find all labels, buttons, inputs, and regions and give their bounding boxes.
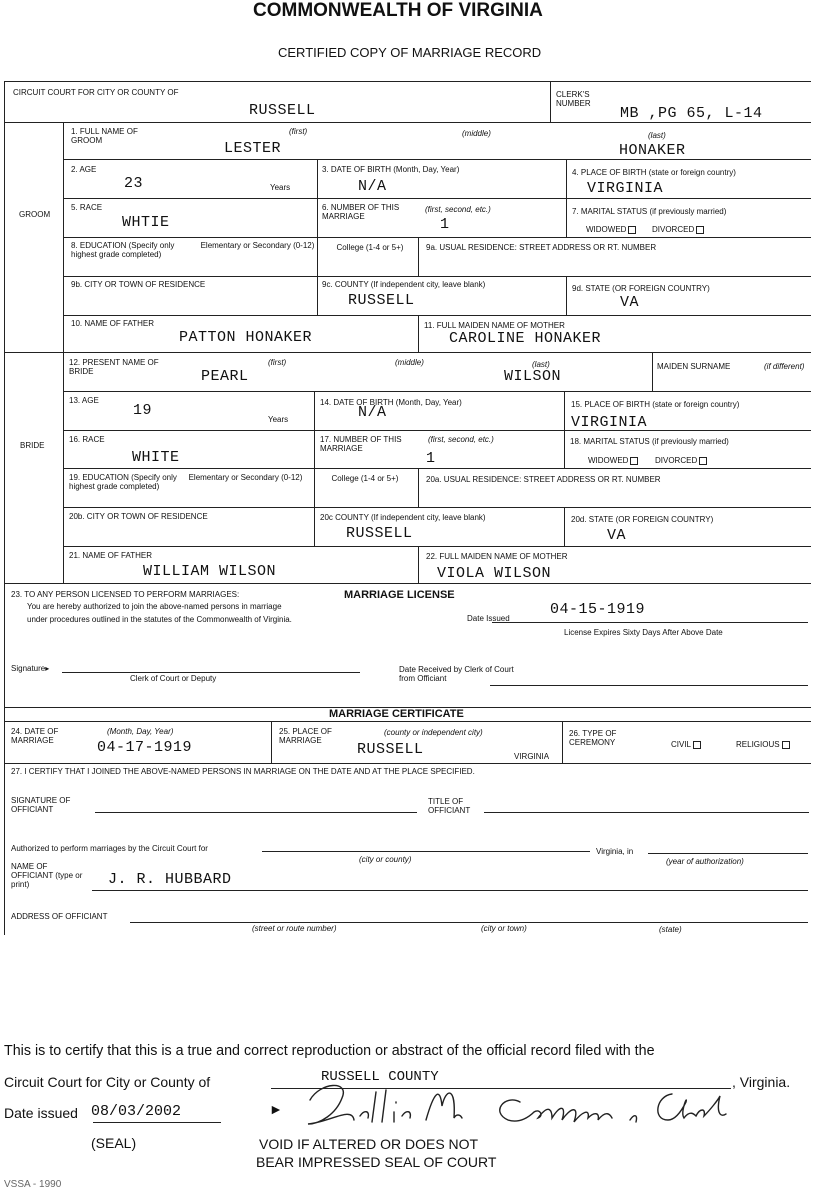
officiant-name: J. R. HUBBARD — [108, 871, 232, 888]
bride-name-label: 12. PRESENT NAME OF BRIDE — [69, 358, 159, 376]
license-signature-label: Signature▸ — [11, 664, 50, 673]
groom-county: RUSSELL — [348, 292, 415, 309]
bride-education-label: 19. EDUCATION (Specify only highest grade completed) — [69, 473, 177, 491]
groom-race: WHTIE — [122, 214, 170, 231]
bride-widowed-label: WIDOWED — [588, 456, 629, 465]
groom-education-label: 8. EDUCATION (Specify only highest grade completed) — [71, 241, 175, 259]
bride-years-label: Years — [268, 415, 289, 424]
groom-city-label: 9b. CITY OR TOWN OF RESIDENCE — [71, 280, 206, 289]
marriage-date-hint: (Month, Day, Year) — [107, 727, 174, 736]
city-county-hint: (city or county) — [359, 855, 412, 864]
groom-father: PATTON HONAKER — [179, 329, 313, 346]
bride-divorced-option[interactable] — [655, 456, 707, 465]
license-body-line-2: under procedures outlined in the statutes of the Commonwealth of Virginia. — [27, 615, 292, 624]
virginia-in-label: Virginia, in — [596, 847, 634, 856]
bride-age: 19 — [133, 402, 153, 419]
groom-marriage-number-label: 6. NUMBER OF THIS MARRIAGE — [322, 203, 400, 221]
arrow-right-icon: ► — [269, 1101, 283, 1117]
groom-marital-status-label: 7. MARITAL STATUS (if previously married) — [572, 207, 727, 216]
groom-divorced-label: DIVORCED — [652, 225, 695, 234]
bride-mother: VIOLA WILSON — [437, 565, 552, 582]
groom-race-label: 5. RACE — [71, 203, 103, 212]
certificate-heading: MARRIAGE CERTIFICATE — [329, 708, 464, 720]
license-date-issued: 04-15-1919 — [550, 601, 646, 618]
groom-last-name: HONAKER — [619, 142, 686, 159]
groom-years-label: Years — [270, 183, 291, 192]
arrow-right-icon: ▸ — [45, 664, 50, 673]
bride-divorced-label: DIVORCED — [655, 456, 698, 465]
bride-marriage-number: 1 — [426, 450, 436, 467]
groom-marriage-number: 1 — [440, 216, 450, 233]
license-date-label: Date Issued — [467, 614, 510, 623]
certification-footer-line: This is to certify that this is a true and correct reproduction or abstract of the official record filed with the — [4, 1043, 655, 1059]
bride-marriage-number-label: 17. NUMBER OF THIS MARRIAGE — [320, 435, 402, 453]
groom-residence-label: 9a. USUAL RESIDENCE: STREET ADDRESS OR RT. NUMBER — [426, 243, 657, 252]
groom-widowed-checkbox[interactable] — [628, 226, 636, 234]
officiant-signature-label: SIGNATURE OF OFFICIANT — [11, 796, 71, 814]
bride-last-name: WILSON — [504, 368, 562, 385]
clerk-number-label: CLERK'S NUMBER — [556, 90, 591, 108]
ceremony-religious-label: RELIGIOUS — [736, 740, 780, 749]
groom-section-label: GROOM — [19, 210, 51, 219]
bride-father-label: 21. NAME OF FATHER — [69, 551, 152, 560]
bride-birthplace: VIRGINIA — [571, 414, 648, 431]
groom-county-label: 9c. COUNTY (If independent city, leave blank) — [322, 280, 486, 289]
groom-widowed-label: WIDOWED — [586, 225, 627, 234]
groom-first-name: LESTER — [224, 140, 282, 157]
court-label: CIRCUIT COURT FOR CITY OR COUNTY OF — [13, 88, 179, 97]
form-id: VSSA - 1990 — [4, 1179, 62, 1190]
footer-county: RUSSELL COUNTY — [321, 1069, 439, 1085]
ceremony-religious-checkbox[interactable] — [782, 741, 790, 749]
bride-maiden-hint: (if different) — [764, 362, 805, 371]
groom-widowed-option[interactable] — [586, 225, 636, 234]
groom-mother-label: 11. FULL MAIDEN NAME OF MOTHER — [424, 321, 565, 330]
footer-county-prefix: Circuit Court for City or County of — [4, 1074, 211, 1090]
bride-dob-label: 14. DATE OF BIRTH (Month, Day, Year) — [320, 398, 462, 407]
marriage-date: 04-17-1919 — [97, 739, 193, 756]
groom-first-hint: (first) — [289, 127, 308, 136]
groom-dob-label: 3. DATE OF BIRTH (Month, Day, Year) — [322, 165, 460, 174]
marriage-place: RUSSELL — [357, 741, 424, 758]
license-expiry-note: License Expires Sixty Days After Above Date — [564, 628, 723, 637]
footer-date-label: Date issued — [4, 1105, 78, 1121]
bride-county: RUSSELL — [346, 525, 413, 542]
groom-father-label: 10. NAME OF FATHER — [71, 319, 154, 328]
groom-elementary-label: Elementary or Secondary (0-12) — [200, 241, 315, 250]
bride-race: WHITE — [132, 449, 180, 466]
void-notice-line-1: VOID IF ALTERED OR DOES NOT — [259, 1136, 479, 1152]
street-hint: (street or route number) — [252, 924, 337, 933]
clerk-signature — [290, 1072, 750, 1142]
bride-state-label: 20d. STATE (OR FOREIGN COUNTRY) — [571, 515, 714, 524]
marriage-place-state: VIRGINIA — [514, 752, 550, 761]
bride-father: WILLIAM WILSON — [143, 563, 277, 580]
footer-date-issued: 08/03/2002 — [91, 1103, 182, 1120]
bride-age-label: 13. AGE — [69, 396, 99, 405]
seal-label: (SEAL) — [91, 1135, 137, 1151]
bride-marital-status-label: 18. MARITAL STATUS (if previously married) — [570, 437, 729, 446]
marriage-date-label: 24. DATE OF MARRIAGE — [11, 727, 59, 745]
bride-county-label: 20c COUNTY (If independent city, leave blank) — [320, 513, 486, 522]
bride-residence-label: 20a. USUAL RESIDENCE: STREET ADDRESS OR RT. NUMBER — [426, 475, 661, 484]
bride-elementary-label: Elementary or Secondary (0-12) — [188, 473, 303, 482]
certification-statement: 27. I CERTIFY THAT I JOINED THE ABOVE-NAMED PERSONS IN MARRIAGE ON THE DATE AND AT THE PLACE SPECIFIED. — [11, 767, 475, 776]
bride-widowed-checkbox[interactable] — [630, 457, 638, 465]
year-authorization-hint: (year of authorization) — [666, 857, 744, 866]
license-body-line-1: You are hereby authorized to join the above-named persons in marriage — [27, 602, 282, 611]
void-notice-line-2: BEAR IMPRESSED SEAL OF COURT — [256, 1154, 497, 1170]
bride-divorced-checkbox[interactable] — [699, 457, 707, 465]
groom-birthplace: VIRGINIA — [587, 180, 664, 197]
court-value: RUSSELL — [249, 102, 316, 119]
ceremony-civil-label: CIVIL — [671, 740, 692, 749]
ceremony-religious-option[interactable] — [736, 740, 790, 749]
license-received-label: Date Received by Clerk of Court from Officiant — [399, 665, 514, 683]
groom-age-label: 2. AGE — [71, 165, 97, 174]
groom-last-hint: (last) — [648, 131, 666, 140]
document-title: COMMONWEALTH OF VIRGINIA — [253, 0, 543, 21]
bride-section-label: BRIDE — [20, 441, 45, 450]
officiant-title-label: TITLE OF OFFICIANT — [428, 797, 471, 815]
groom-name-label: 1. FULL NAME OF GROOM — [71, 127, 138, 145]
license-instruction-label: 23. TO ANY PERSON LICENSED TO PERFORM MARRIAGES: — [11, 590, 240, 599]
groom-dob: N/A — [358, 178, 387, 195]
officiant-address-label: ADDRESS OF OFFICIANT — [11, 912, 108, 921]
bride-college-label: College (1-4 or 5+) — [331, 474, 399, 483]
bride-middle-hint: (middle) — [395, 358, 424, 367]
groom-age: 23 — [124, 175, 144, 192]
bride-race-label: 16. RACE — [69, 435, 105, 444]
document-subtitle: CERTIFIED COPY OF MARRIAGE RECORD — [278, 45, 542, 60]
license-heading: MARRIAGE LICENSE — [344, 589, 455, 601]
ceremony-civil-checkbox[interactable] — [693, 741, 701, 749]
groom-middle-hint: (middle) — [462, 129, 491, 138]
bride-birthplace-label: 15. PLACE OF BIRTH (state or foreign country) — [571, 400, 740, 409]
bride-first-hint: (first) — [268, 358, 287, 367]
ceremony-type-label: 26. TYPE OF CEREMONY — [569, 729, 617, 747]
bride-state: VA — [607, 527, 627, 544]
license-clerk-label: Clerk of Court or Deputy — [130, 674, 217, 683]
bride-mother-label: 22. FULL MAIDEN NAME OF MOTHER — [426, 552, 568, 561]
authorized-label: Authorized to perform marriages by the Circuit Court for — [11, 844, 208, 853]
bride-marriage-number-hint: (first, second, etc.) — [428, 435, 494, 444]
city-town-hint: (city or town) — [481, 924, 527, 933]
state-hint: (state) — [659, 925, 682, 934]
footer-virginia-suffix: , Virginia. — [732, 1074, 791, 1090]
bride-first-name: PEARL — [201, 368, 249, 385]
groom-birthplace-label: 4. PLACE OF BIRTH (state or foreign country) — [572, 168, 736, 177]
groom-divorced-checkbox[interactable] — [696, 226, 704, 234]
groom-college-label: College (1-4 or 5+) — [336, 243, 404, 252]
bride-widowed-option[interactable] — [588, 456, 638, 465]
bride-dob: N/A — [358, 404, 387, 421]
officiant-name-label: NAME OF OFFICIANT (type or print) — [11, 862, 83, 889]
clerk-number-value: MB ,PG 65, L-14 — [620, 105, 763, 122]
bride-city-label: 20b. CITY OR TOWN OF RESIDENCE — [69, 512, 208, 521]
groom-divorced-option[interactable] — [652, 225, 704, 234]
ceremony-civil-option[interactable] — [671, 740, 701, 749]
groom-marriage-number-hint: (first, second, etc.) — [425, 205, 491, 214]
marriage-place-label: 25. PLACE OF MARRIAGE — [279, 727, 332, 745]
groom-mother: CAROLINE HONAKER — [449, 330, 602, 347]
groom-state: VA — [620, 294, 640, 311]
marriage-place-hint: (county or independent city) — [384, 728, 483, 737]
bride-last-hint: (last) — [532, 360, 550, 369]
groom-state-label: 9d. STATE (OR FOREIGN COUNTRY) — [572, 284, 710, 293]
bride-maiden-label: MAIDEN SURNAME — [657, 362, 731, 371]
